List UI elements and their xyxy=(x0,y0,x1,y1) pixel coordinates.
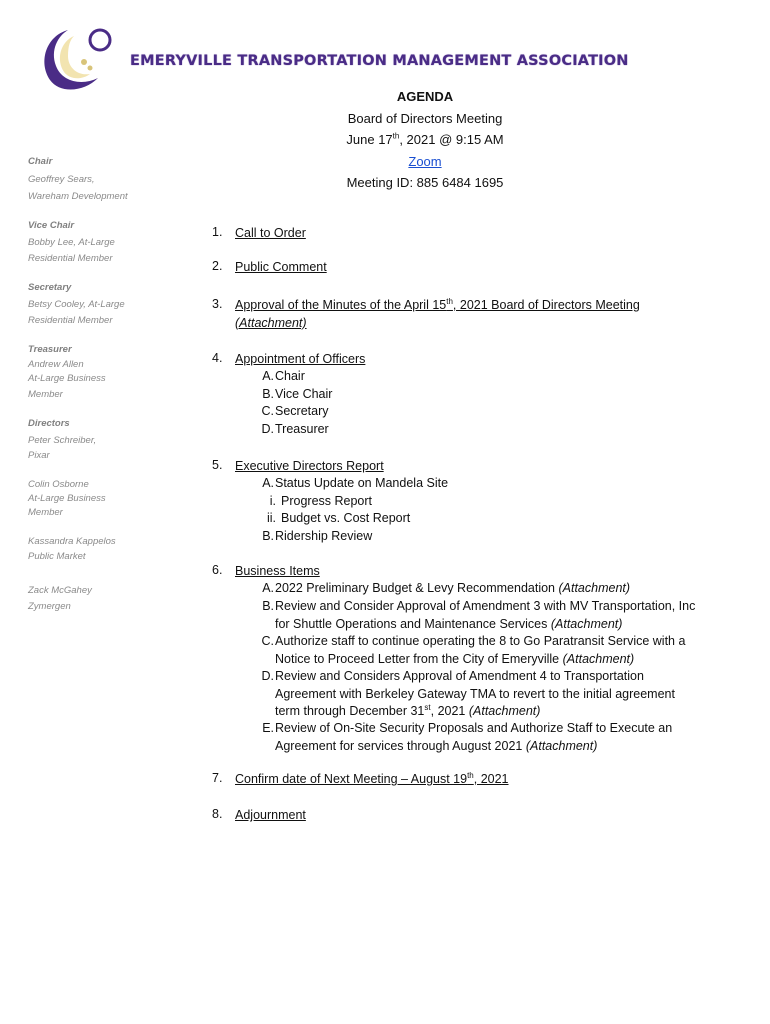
meeting-id: Meeting ID: 885 6484 1695 xyxy=(346,175,504,190)
member-name: Zack McGahey xyxy=(28,585,92,596)
item-title: Business Items xyxy=(235,564,320,578)
member-affiliation: Zymergen xyxy=(28,601,71,612)
member-name: Peter Schreiber, xyxy=(28,435,97,446)
item-number: 2. xyxy=(212,259,223,273)
item-number: 7. xyxy=(212,771,223,785)
member-name: Geoffrey Sears, xyxy=(28,174,95,185)
member-name: Andrew Allen xyxy=(28,359,84,370)
member-name: Bobby Lee, At-Large xyxy=(28,237,115,248)
meeting-date: June 17th, 2021 @ 9:15 AM xyxy=(346,131,504,147)
member-name: Betsy Cooley, At-Large xyxy=(28,299,125,310)
attachment-label: (Attachment) xyxy=(550,616,623,631)
item-title: Call to Order xyxy=(235,226,306,240)
item-number: 8. xyxy=(212,807,223,821)
agenda-header xyxy=(300,86,550,194)
item-number: 4. xyxy=(212,351,223,365)
member-affiliation: Public Market xyxy=(28,551,86,562)
member-affiliation: Pixar xyxy=(28,450,50,461)
member-affiliation: Wareham Development xyxy=(28,191,128,202)
role-treasurer: Treasurer xyxy=(28,344,72,355)
page-title: AGENDA xyxy=(396,89,454,104)
meeting-name: Board of Directors Meeting xyxy=(347,110,503,126)
member-affiliation: At-Large Business xyxy=(28,493,106,504)
item-title: Public Comment xyxy=(235,260,327,274)
attachment-label: (Attachment) xyxy=(558,581,631,595)
member-affiliation: Member xyxy=(28,507,63,518)
item-number: 1. xyxy=(212,225,223,239)
item-title: Confirm date of Next Meeting – August 19th, 2021 xyxy=(235,770,509,786)
attachment-label: (Attachment) xyxy=(525,738,598,753)
organization-name: EMERYVILLE TRANSPORTATION MANAGEMENT ASSOCIATION xyxy=(130,53,629,69)
member-affiliation: Residential Member xyxy=(28,253,113,264)
item-number: 3. xyxy=(212,297,223,311)
item-number: 6. xyxy=(212,563,223,577)
item-title: Approval of the Minutes of the April 15th, 2021 Board of Directors Meeting (Attachment) xyxy=(235,296,640,330)
member-affiliation: At-Large Business xyxy=(28,373,106,384)
attachment-label: (Attachment) xyxy=(235,315,307,330)
role-chair: Chair xyxy=(28,156,53,167)
item-number: 5. xyxy=(212,458,223,472)
item-title: Adjournment xyxy=(235,808,306,822)
attachment-label: (Attachment) xyxy=(562,651,635,666)
item-title: Executive Directors Report xyxy=(235,459,384,473)
organization-logo xyxy=(38,22,116,94)
role-secretary: Secretary xyxy=(28,282,72,293)
zoom-link[interactable]: Zoom xyxy=(408,153,442,169)
item-title: Appointment of Officers xyxy=(235,352,366,366)
member-affiliation: Member xyxy=(28,389,63,400)
member-name: Kassandra Kappelos xyxy=(28,536,116,547)
role-directors: Directors xyxy=(28,418,70,429)
role-vice-chair: Vice Chair xyxy=(28,220,75,231)
member-name: Colin Osborne xyxy=(28,479,89,490)
member-affiliation: Residential Member xyxy=(28,315,113,326)
attachment-label: (Attachment) xyxy=(468,704,541,718)
